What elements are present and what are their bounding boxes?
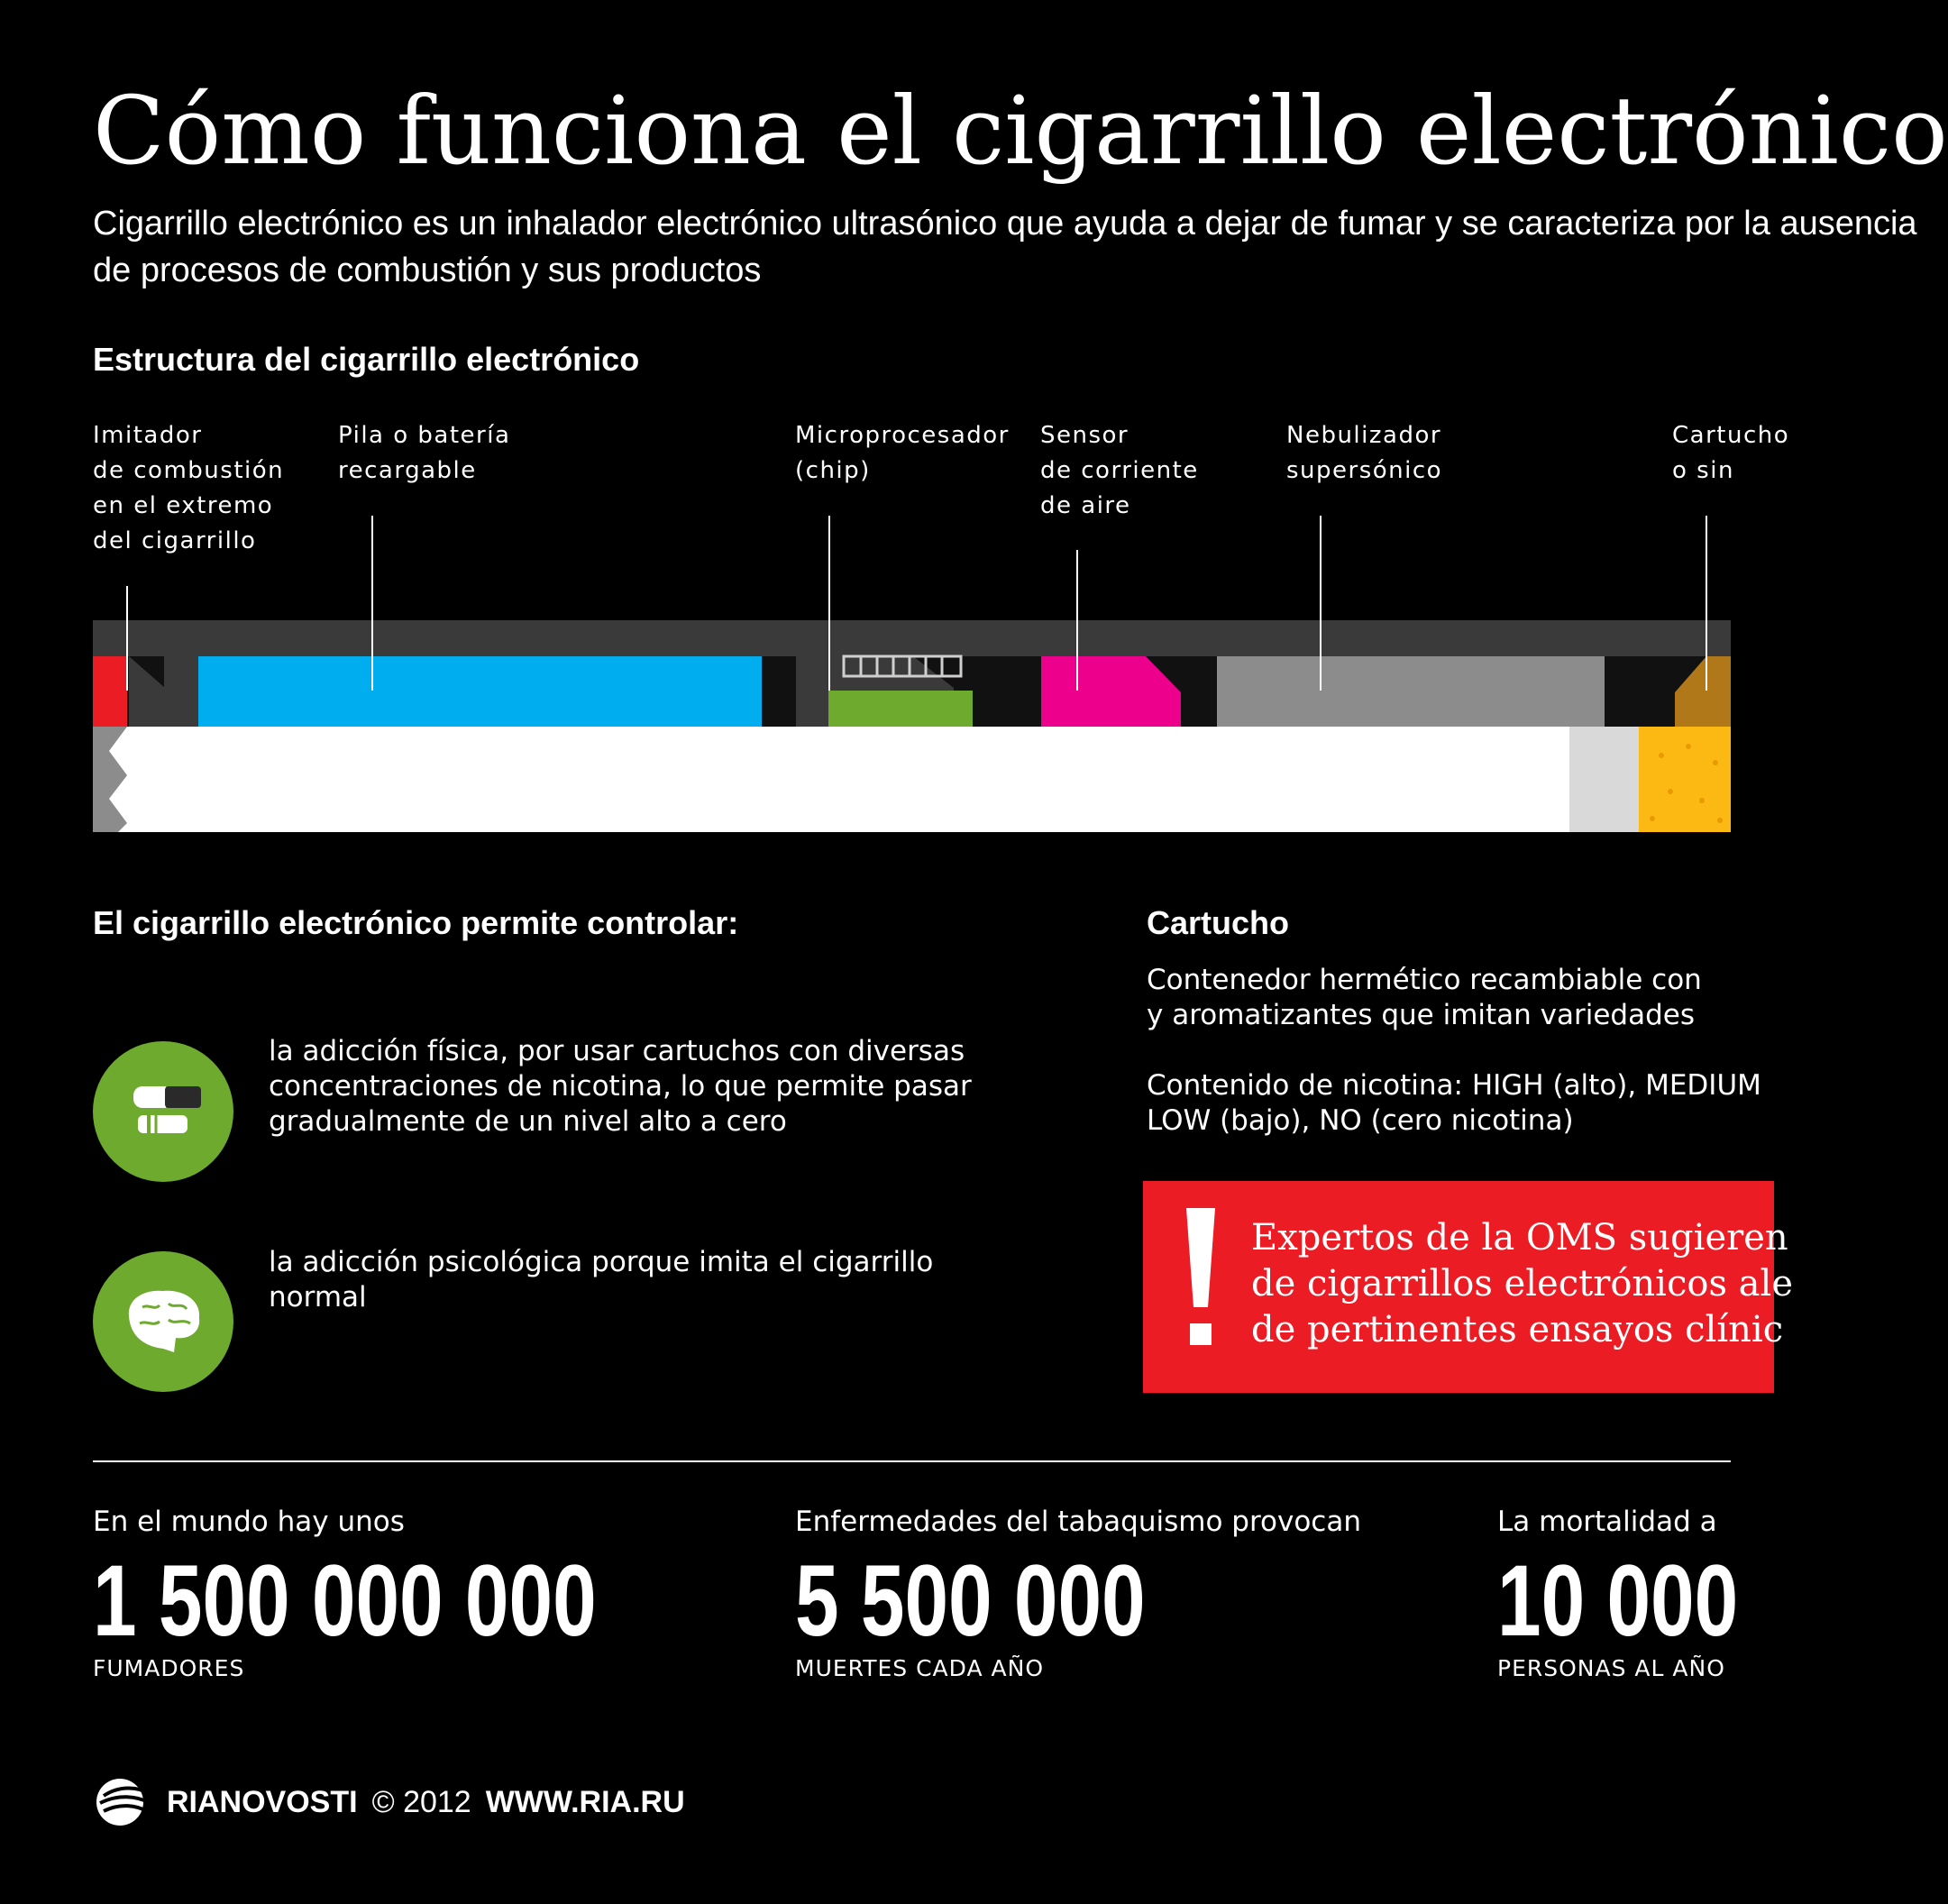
label-cartridge (1672, 418, 1790, 489)
copyright: © 2012 (371, 1784, 471, 1819)
text-line: Contenedor hermético recambiable con (1147, 964, 1702, 996)
label-line: Sensor (1040, 422, 1129, 449)
cartridge-heading: Cartucho (1147, 904, 1290, 941)
label-line: Cartucho (1672, 422, 1790, 449)
site-url: WWW.RIA.RU (485, 1784, 685, 1819)
text-line: la adicción física, por usar cartuchos con diversas (269, 1035, 965, 1067)
cartridges-icon (93, 1041, 233, 1182)
text-line: concentraciones de nicotina, lo que permite pasar (269, 1070, 972, 1103)
chip-block (828, 691, 973, 727)
warning-text (1251, 1215, 1793, 1353)
imitator-block (93, 656, 127, 727)
page-title: Cómo funciona el cigarrillo electrónico (93, 76, 1948, 186)
stat-lead: En el mundo hay unos (93, 1506, 405, 1538)
text-line: la adicción psicológica porque imita el cigarrillo (269, 1246, 934, 1278)
cartridge-nicotine (1147, 1068, 1761, 1139)
stat-number: 1 500 000 000 (93, 1544, 597, 1657)
stat-unit: PERSONAS AL AÑO (1497, 1655, 1725, 1681)
stat-mortality (1497, 1506, 1739, 1681)
leader-imitator (126, 586, 128, 691)
label-line: de combustión (93, 457, 285, 484)
cigarette-diagram (93, 620, 1731, 837)
cigarette-body (93, 727, 1571, 832)
stat-unit: MUERTES CADA AÑO (795, 1655, 1044, 1681)
leader-cartridge (1706, 516, 1707, 691)
leader-sensor (1076, 550, 1078, 691)
label-nebulizer (1286, 418, 1442, 489)
label-sensor (1040, 418, 1199, 524)
brand-name: RIANOVOSTI (167, 1784, 358, 1819)
stat-lead: Enfermedades del tabaquismo provocan (795, 1506, 1361, 1538)
stat-number: 10 000 (1497, 1544, 1739, 1657)
label-line: o sin (1672, 457, 1734, 484)
sensor-block (1041, 656, 1181, 727)
text-line: de cigarrillos electrónicos ale (1251, 1263, 1793, 1304)
label-line: en el extremo (93, 492, 274, 519)
text-line: normal (269, 1281, 367, 1314)
label-line: Nebulizador (1286, 422, 1442, 449)
structure-heading: Estructura del cigarrillo electrónico (93, 341, 640, 378)
label-line: de corriente (1040, 457, 1199, 484)
label-line: de aire (1040, 492, 1131, 519)
shell-segment (129, 656, 165, 727)
text-line: LOW (bajo), NO (cero nicotina) (1147, 1104, 1574, 1137)
subtitle-line: de procesos de combustión y sus productos (93, 252, 762, 289)
cartridge-description (1147, 963, 1731, 1033)
label-chip (795, 418, 1010, 489)
label-line: (chip) (795, 457, 871, 484)
label-line: del cigarrillo (93, 527, 257, 554)
footer-brand (93, 1778, 685, 1826)
section-divider (93, 1460, 1731, 1462)
leader-chip (828, 516, 830, 691)
battery-block (198, 656, 762, 727)
label-line: recargable (338, 457, 477, 484)
stat-deaths (795, 1506, 1361, 1681)
control-item-physical (269, 1034, 972, 1140)
label-battery (338, 418, 510, 489)
control-heading: El cigarrillo electrónico permite controlar: (93, 904, 739, 941)
control-item-psychological (269, 1245, 933, 1315)
stat-number: 5 500 000 (795, 1544, 1146, 1657)
nebulizer-block (1217, 656, 1605, 727)
text-line: Contenido de nicotina: HIGH (alto), MEDIUM (1147, 1069, 1761, 1102)
shell-segment (1182, 656, 1218, 727)
text-line: Expertos de la OMS sugieren (1251, 1217, 1788, 1259)
page-subtitle (93, 200, 1917, 294)
shell-segment (164, 656, 200, 727)
text-line: gradualmente de un nivel alto a cero (269, 1105, 787, 1138)
subtitle-line: Cigarrillo electrónico es un inhalador electrónico ultrasónico que ayuda a dejar de fumar y se caracteriza por la ausencia (93, 205, 1917, 243)
brain-icon (93, 1251, 233, 1392)
label-line: Pila o batería (338, 422, 511, 449)
label-line: Microprocesador (795, 422, 1010, 449)
label-imitator (93, 418, 284, 559)
warning-box (1143, 1181, 1793, 1393)
text-line: de pertinentes ensayos clínic (1251, 1309, 1784, 1350)
connector-section (1569, 727, 1642, 832)
stat-smokers (93, 1506, 738, 1681)
text-line: y aromatizantes que imitan variedades (1147, 999, 1696, 1031)
stat-lead: La mortalidad a (1497, 1506, 1717, 1538)
cartridge-block (1675, 656, 1731, 727)
label-line: Imitador (93, 422, 203, 449)
leader-nebulizer (1320, 516, 1322, 691)
stat-unit: FUMADORES (93, 1655, 245, 1681)
rianovosti-logo-icon (93, 1778, 152, 1826)
leader-battery (371, 516, 373, 691)
exclamation-icon (1170, 1208, 1231, 1361)
label-line: supersónico (1286, 457, 1443, 484)
